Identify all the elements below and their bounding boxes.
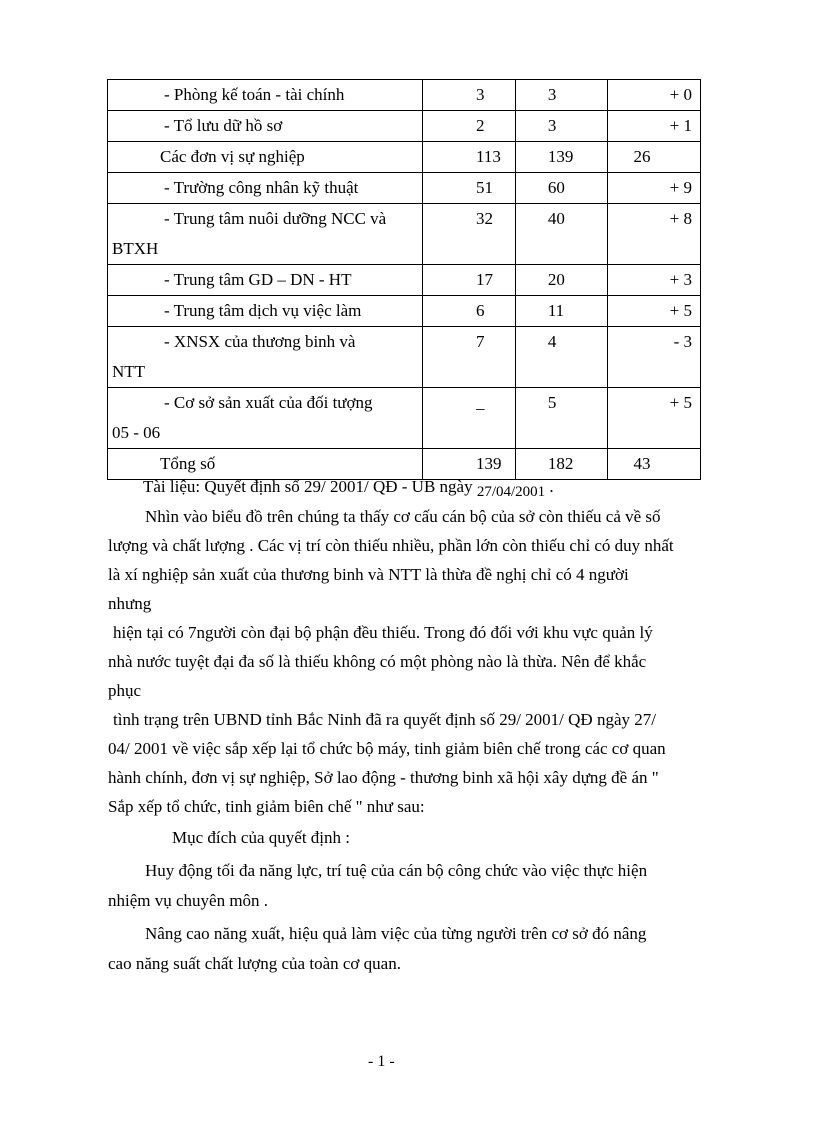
table-row-total — [108, 449, 701, 480]
unit-name-cell: - Cơ sở sản xuất của đối tượng 05 - 06 — [108, 388, 423, 449]
difference-cell: 43 — [608, 449, 701, 480]
current-count-cell: _ — [422, 388, 515, 449]
text-line: nhà nước tuyệt đại đa số là thiếu không có một phòng nào là thừa. Nên để khắc — [108, 652, 647, 671]
required-count-cell: 60 — [515, 173, 608, 204]
required-count-cell: 182 — [515, 449, 608, 480]
table-row — [108, 296, 701, 327]
table-row — [108, 388, 701, 449]
text-line: tình trạng trên UBND tỉnh Bắc Ninh đã ra quyết định số 29/ 2001/ QĐ ngày 27/ — [113, 710, 656, 729]
text-line: 04/ 2001 về việc sắp xếp lại tổ chức bộ máy, tinh giảm biên chế trong các cơ quan — [108, 739, 666, 758]
current-count-cell: 3 — [422, 80, 515, 111]
unit-name-cell: - Phòng kế toán - tài chính — [108, 80, 423, 111]
current-count-cell: 6 — [422, 296, 515, 327]
current-count-cell: 139 — [422, 449, 515, 480]
text-line: Nâng cao năng xuất, hiệu quả làm việc của từng người trên cơ sở đó nâng — [145, 924, 647, 943]
text-line: lượng và chất lượng . Các vị trí còn thiếu nhiều, phần lớn còn thiếu chỉ có duy nhất — [108, 536, 674, 555]
text-line: Huy động tối đa năng lực, trí tuệ của cán bộ công chức vào việc thực hiện — [145, 861, 648, 880]
difference-cell: + 1 — [608, 111, 701, 142]
unit-name-cell: Tổng số — [108, 449, 423, 480]
text-line: hành chính, đơn vị sự nghiệp, Sở lao động - thương binh xã hội xây dựng đề án " — [108, 768, 659, 787]
text-line: Nhìn vào biểu đồ trên chúng ta thấy cơ cấu cán bộ của sở còn thiếu cả về số — [145, 507, 661, 526]
difference-cell: 26 — [608, 142, 701, 173]
difference-cell: + 3 — [608, 265, 701, 296]
text-line: hiện tại có 7người còn đại bộ phận đều thiếu. Trong đó đối với khu vực quản lý — [113, 623, 653, 642]
unit-name-cell: Các đơn vị sự nghiệp — [108, 142, 423, 173]
difference-cell: + 0 — [608, 80, 701, 111]
section-heading: Mục đích của quyết định : — [172, 828, 350, 847]
text-line: phục — [108, 681, 142, 700]
unit-name-cell: - Trung tâm dịch vụ việc làm — [108, 296, 423, 327]
current-count-cell: 17 — [422, 265, 515, 296]
required-count-cell: 139 — [515, 142, 608, 173]
text-line: nhiệm vụ chuyên môn . — [108, 891, 269, 910]
unit-name-cell: - Trung tâm nuôi dưỡng NCC và BTXH — [108, 204, 423, 265]
source-citation — [143, 477, 554, 500]
required-count-cell: 11 — [515, 296, 608, 327]
unit-name-cell: - Trường công nhân kỹ thuật — [108, 173, 423, 204]
required-count-cell: 3 — [515, 80, 608, 111]
source-label: Tài liệu: Quyết định số 29/ 2001/ QĐ - UB ngày — [143, 477, 477, 496]
difference-cell: + 8 — [608, 204, 701, 265]
table-row — [108, 204, 701, 265]
text-line: nhưng — [108, 594, 152, 613]
required-count-cell: 3 — [515, 111, 608, 142]
text-line: là xí nghiệp sản xuất của thương binh và NTT là thừa đề nghị chỉ có 4 người — [108, 565, 629, 584]
required-count-cell: 20 — [515, 265, 608, 296]
difference-cell: + 5 — [608, 296, 701, 327]
table-row — [108, 173, 701, 204]
difference-cell: + 5 — [608, 388, 701, 449]
table-row — [108, 327, 701, 388]
source-end: . — [545, 477, 554, 496]
current-count-cell: 2 — [422, 111, 515, 142]
current-count-cell: 7 — [422, 327, 515, 388]
table-row — [108, 265, 701, 296]
table-row — [108, 111, 701, 142]
table-row — [108, 80, 701, 111]
page-number: - 1 - — [368, 1053, 395, 1070]
current-count-cell: 113 — [422, 142, 515, 173]
difference-cell: + 9 — [608, 173, 701, 204]
table-row — [108, 142, 701, 173]
required-count-cell: 4 — [515, 327, 608, 388]
current-count-cell: 32 — [422, 204, 515, 265]
staffing-table — [107, 79, 701, 480]
current-count-cell: 51 — [422, 173, 515, 204]
unit-name-cell: - Trung tâm GD – DN - HT — [108, 265, 423, 296]
text-line: Sắp xếp tổ chức, tinh giảm biên chế " như sau: — [108, 797, 425, 816]
required-count-cell: 5 — [515, 388, 608, 449]
source-date: 27/04/2001 — [476, 484, 546, 500]
unit-name-cell: - Tổ lưu dữ hồ sơ — [108, 111, 423, 142]
unit-name-cell: - XNSX của thương binh và NTT — [108, 327, 423, 388]
required-count-cell: 40 — [515, 204, 608, 265]
text-line: cao năng suất chất lượng của toàn cơ quan. — [108, 954, 401, 973]
difference-cell: - 3 — [608, 327, 701, 388]
